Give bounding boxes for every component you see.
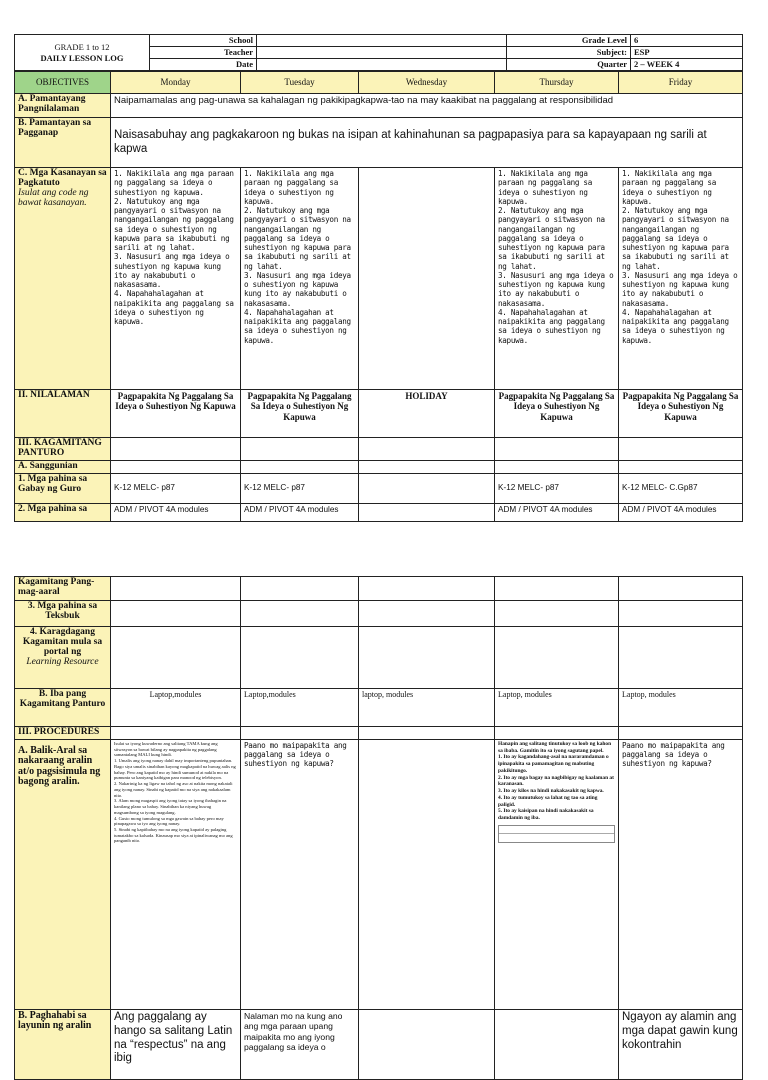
teks-wednesday (359, 601, 495, 627)
teks-monday (111, 601, 241, 627)
pamantayang-pangnilalaman-label: A. Pamantayang Pangnilalaman (15, 94, 111, 118)
dll-title: DAILY LESSON LOG (40, 52, 124, 63)
word-box-table (498, 825, 615, 843)
laptop-thursday: Laptop, modules (495, 689, 619, 727)
nilalaman-friday: Pagpapakita Ng Paggalang Sa Ideya o Suhestiyon Ng Kapuwa (619, 390, 743, 438)
procedures-label: III. PROCEDURES (15, 727, 111, 740)
kagamitang-panturo-label: III. KAGAMITANG PANTURO (15, 438, 111, 461)
kag-friday (619, 438, 743, 461)
nilalaman-monday: Pagpapakita Ng Paggalang Sa Ideya o Suhestiyon Ng Kapuwa (111, 390, 241, 438)
lesson-table-bottom (14, 576, 743, 1080)
gabay-thursday: K-12 MELC- p87 (495, 473, 619, 503)
karag-thursday (495, 627, 619, 689)
kag-monday (111, 438, 241, 461)
pamantayan-sa-pagganap-text: Naisasabuhay ang pagkakaroon ng bukas na isipan at kahinahunan sa pagpapasiya para sa kapayapaan ng sarili at kapwa (111, 118, 743, 168)
kma-friday (619, 577, 743, 601)
day-monday: Monday (111, 72, 241, 94)
date-value[interactable] (257, 59, 507, 71)
paghahabi-thursday (495, 1009, 619, 1079)
karagdagang-label-cell (15, 627, 111, 689)
paghahabi-label: B. Paghahabi sa layunin ng aralin (15, 1009, 111, 1079)
laptop-monday: Laptop,modules (111, 689, 241, 727)
header-table (14, 34, 743, 71)
day-tuesday: Tuesday (241, 72, 359, 94)
proc-thursday (495, 727, 619, 740)
teks-tuesday (241, 601, 359, 627)
gabay-friday: K-12 MELC- C.Gp87 (619, 473, 743, 503)
adm-tuesday: ADM / PIVOT 4A modules (241, 503, 359, 521)
sang-tuesday (241, 460, 359, 473)
teks-friday (619, 601, 743, 627)
kasanayan-note: Isulat ang code ng bawat kasanayan. (18, 187, 89, 208)
adm-friday: ADM / PIVOT 4A modules (619, 503, 743, 521)
teacher-label: Teacher (150, 47, 257, 59)
karagdagang-label: 4. Karagdagang Kagamitan mula sa portal ng (22, 627, 103, 657)
proc-friday (619, 727, 743, 740)
nilalaman-wednesday-holiday: HOLIDAY (359, 390, 495, 438)
kag-thursday (495, 438, 619, 461)
kag-tuesday (241, 438, 359, 461)
paghahabi-monday: Ang paggalang ay hango sa salitang Latin na “respectus” na ang ibig (111, 1009, 241, 1079)
subject-value: ESP (631, 47, 743, 59)
balik-aral-friday: Paano mo maipapakita ang paggalang sa ideya o suhestiyon ng kapuwa? (619, 739, 743, 1009)
paghahabi-tuesday: Nalaman mo na kung ano ang mga paraan upang maipakita mo ang iyong paggalang sa ideya o (241, 1009, 359, 1079)
laptop-friday: Laptop, modules (619, 689, 743, 727)
kag-wednesday (359, 438, 495, 461)
paghahabi-friday: Ngayon ay alamin ang mga dapat gawin kung kokontrahin (619, 1009, 743, 1079)
balik-aral-thursday: Hanapin ang salitang tinutukoy sa loob ng kahon sa ibaba. Gamitin ito sa iyong sagutang papel. 1. Ito ay kagandahang-asal na nararamdaman o ipinapakita sa pamamagitan ng mabuting pakikitungo. 2. Ito ay mga bagay na nagbibigay ng kaalaman at karanasan. 3. Ito ay kilos na hindi nakakasakit ng kapwa. 4. Ito ay tumutukoy sa lahat ng tao sa ating paligid. 5. Ito ay kaisipan na hindi nakakasakit sa damdamin ng iba. (498, 740, 614, 822)
pamantayan-sa-pagganap-label: B. Pamantayan sa Pagganap (15, 118, 111, 168)
school-value[interactable] (257, 35, 507, 47)
karag-tuesday (241, 627, 359, 689)
day-friday: Friday (619, 72, 743, 94)
nilalaman-label: II. NILALAMAN (15, 390, 111, 438)
kma-monday (111, 577, 241, 601)
mga-pahina-label: 2. Mga pahina sa (15, 503, 111, 521)
sang-wednesday (359, 460, 495, 473)
kasanayan-tuesday: 1. Nakikilala ang mga paraan ng paggalang sa ideya o suhestiyon ng kapuwa. 2. Natutukoy ang mga pangyayari o sitwasyon na nangangailangan ng paggalang sa ideya o suhestiyon ng kapuwa para sa ikabubuti ng sarili at ng lahat. 3. Nasusuri ang mga ideya o suhestiyon ng kapuwa kung ito ay nakabubuti o nakasasama. 4. Napahahalagahan at naipakikita ang paggalang sa ideya o suhestiyon ng kapuwa. (241, 168, 359, 390)
gabay-tuesday: K-12 MELC- p87 (241, 473, 359, 503)
gabay-label: 1. Mga pahina sa Gabay ng Guro (15, 473, 111, 503)
karag-friday (619, 627, 743, 689)
day-thursday: Thursday (495, 72, 619, 94)
subject-label: Subject: (507, 47, 631, 59)
laptop-tuesday: Laptop,modules (241, 689, 359, 727)
kma-tuesday (241, 577, 359, 601)
paghahabi-wednesday (359, 1009, 495, 1079)
sang-thursday (495, 460, 619, 473)
quarter-value: 2 – WEEK 4 (631, 59, 743, 71)
sanggunian-label: A. Sanggunian (15, 460, 111, 473)
iba-pang-kagamitan-label: B. Iba pang Kagamitang Panturo (15, 689, 111, 727)
karagdagang-note: Learning Resource (26, 656, 99, 667)
balik-aral-monday: Isulat sa iyong kuwaderno ang salitang TAMA kung ang sitwasyon sa bawat bilang ay nagpapakita ng paggalang samantalang MALI kung hindi. 1. Umalis ang iyong nanay dahil may importanteng pupuntahan. Bago siya umalis sinabihan kayong magkapatid na huwag aalis ng bahay. Pero ang kapatid mo ay hindi sumunod at nakila mo na pumunta sa kaniyang kaibigan para manood ng telebisyon. 2. Nakarinig ka ng ligaw na tahol ng aso at nakita mong nakatali ang iyong nanay. Sinabi ng kapatid mo na siya ang nakakaalam nito. 3. Alam mong magaspit ang iyong tatay sa iyong ibahagin na kanilang plano sa bahay. Sinabihan ka niyang huwag magsumbong sa iyong magulang. 4. Gusto mong tumulong sa mga gawain sa bahay pero may pinapagawa sa iyo ang iyong nanay. 5. Sinabi ng kapitbahay mo na ang iyong kapatid ay palaging tumatakbo sa kalsada. Kinausap mo siya at ipinaliwanag mo ang panganib nito. (111, 739, 241, 1009)
adm-wednesday (359, 503, 495, 521)
kasanayan-monday: 1. Nakikilala ang mga paraan ng paggalang sa ideya o suhestiyon ng kapuwa. 2. Natutukoy ang mga pangyayari o sitwasyon na nangangailangan ng paggalang sa ideya o suhestiyon ng kapuwa para sa ikabubuti ng sarili at ng lahat. 3. Nasusuri ang mga ideya o suhestiyon ng kapuwa kung ito ay nakabubuti o nakasasama. 4. Napahahalagahan at naipakikita ang paggalang sa ideya o suhestiyon ng kapuwa. (111, 168, 241, 390)
balik-aral-wednesday (359, 739, 495, 1009)
kasanayan-label-cell (15, 168, 111, 390)
proc-wednesday (359, 727, 495, 740)
grade-level-label: Grade Level (507, 35, 631, 47)
sang-monday (111, 460, 241, 473)
date-label: Date (150, 59, 257, 71)
teksbuk-label: 3. Mga pahina sa Teksbuk (15, 601, 111, 627)
gabay-wednesday (359, 473, 495, 503)
kma-thursday (495, 577, 619, 601)
kagamitang-pang-mag-aaral-label: Kagamitang Pang-mag-aaral (15, 577, 111, 601)
balik-aral-tuesday: Paano mo maipapakita ang paggalang sa ideya o suhestiyon ng kapuwa? (241, 739, 359, 1009)
balik-aral-thursday-cell (495, 739, 619, 1009)
balik-aral-label: A. Balik-Aral sa nakaraang aralin at/o pagsisimula ng bagong aralin. (15, 739, 111, 1009)
teacher-value[interactable] (257, 47, 507, 59)
teks-thursday (495, 601, 619, 627)
gabay-monday: K-12 MELC- p87 (111, 473, 241, 503)
kasanayan-label: C. Mga Kasanayan sa Pagkatuto (18, 168, 107, 188)
kasanayan-wednesday (359, 168, 495, 390)
header-title-cell (15, 35, 150, 71)
kma-wednesday (359, 577, 495, 601)
sang-friday (619, 460, 743, 473)
adm-monday: ADM / PIVOT 4A modules (111, 503, 241, 521)
school-label: School (150, 35, 257, 47)
grade-level-value: 6 (631, 35, 743, 47)
laptop-wednesday: laptop, modules (359, 689, 495, 727)
proc-tuesday (241, 727, 359, 740)
adm-thursday: ADM / PIVOT 4A modules (495, 503, 619, 521)
nilalaman-tuesday: Pagpapakita Ng Paggalang Sa Ideya o Suhestiyon Ng Kapuwa (241, 390, 359, 438)
pamantayang-pangnilalaman-text: Naipamamalas ang pag-unawa sa kahalagan ng pakikipagkapwa-tao na may kaakibat na paggalang at responsibilidad (111, 94, 743, 118)
day-wednesday: Wednesday (359, 72, 495, 94)
karag-wednesday (359, 627, 495, 689)
proc-monday (111, 727, 241, 740)
grade-range: GRADE 1 to 12 (54, 41, 110, 52)
quarter-label: Quarter (507, 59, 631, 71)
objectives-header: OBJECTIVES (15, 72, 111, 94)
lesson-table-top (14, 71, 743, 522)
karag-monday (111, 627, 241, 689)
kasanayan-friday: 1. Nakikilala ang mga paraan ng paggalang sa ideya o suhestiyon ng kapuwa. 2. Natutukoy ang mga pangyayari o sitwasyon na nangangailangan ng paggalang sa ideya o suhestiyon ng kapuwa para sa ikabubuti ng sarili at ng lahat. 3. Nasusuri ang mga ideya o suhestiyon ng kapuwa kung ito ay nakabubuti o nakasasama. 4. Napahahalagahan at naipakikita ang paggalang sa ideya o suhestiyon ng kapuwa. (619, 168, 743, 390)
kasanayan-thursday: 1. Nakikilala ang mga paraan ng paggalang sa ideya o suhestiyon ng kapuwa. 2. Natutukoy ang mga pangyayari o sitwasyon na nangangailangan ng paggalang sa ideya o suhestiyon ng kapuwa para sa ikabubuti ng sarili at ng lahat. 3. Nasusuri ang mga ideya o suhestiyon ng kapuwa kung ito ay nakabubuti o nakasasama. 4. Napahahalagahan at naipakikita ang paggalang sa ideya o suhestiyon ng kapuwa. (495, 168, 619, 390)
nilalaman-thursday: Pagpapakita Ng Paggalang Sa Ideya o Suhestiyon Ng Kapuwa (495, 390, 619, 438)
